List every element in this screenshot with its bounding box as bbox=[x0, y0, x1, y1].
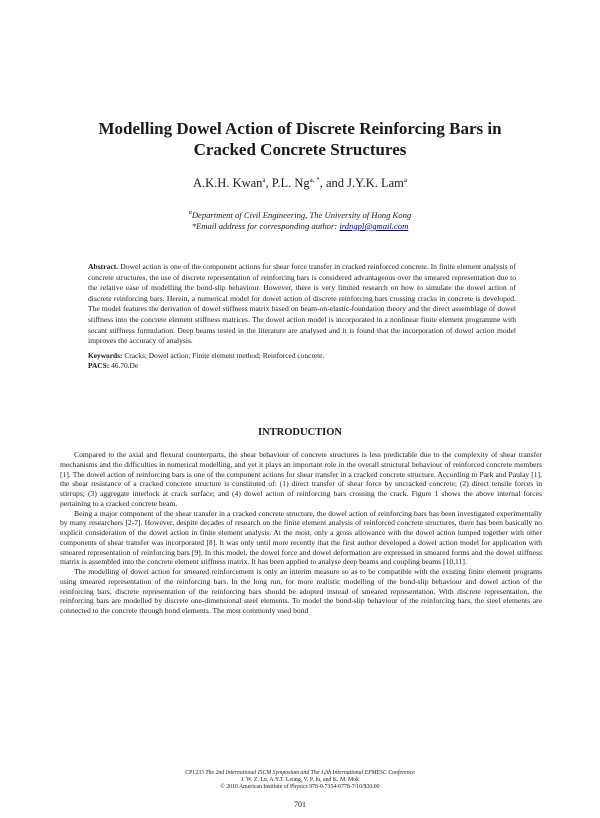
pacs-text: 46.70.De bbox=[111, 361, 139, 370]
author-3: and J.Y.K. Lam bbox=[326, 176, 404, 191]
footer-cp: CP1233 bbox=[185, 770, 204, 776]
paragraph: Being a major component of the shear transfer in a cracked concrete structure, the dowel action of reinforcing bars has been investigated experimentally by many researchers [2-7]. However, despite decades of research on the finite element analysis of reinforced concrete structures, there has been basically no explicit consideration of the dowel action in finite element analysis. At the most, only a gross allowance with the dowel action lumped together with other components of shear transfer was incorporated [8]. It was only until more recently that the first author developed a dowel action model for application with smeared representation of reinforcing bars [9]. In this model, the dowel force and dowel deformation are expressed in smeared forms and the dowel stiffness matrix is assembled into the concrete element stiffness matrix. It has been applied to analyse deep beams and coupling beams [10,11]. bbox=[60, 508, 542, 567]
keywords-block bbox=[88, 351, 516, 371]
footer-editors: J. W. Z. Lu, A.Y.T. Leung, V. P. Iu, and K. M. Mok bbox=[241, 777, 359, 784]
footer-copyright: © 2010 American Institute of Physics 978-0-7354-0778-7/10/$30.00 bbox=[220, 784, 380, 791]
abstract-label: Abstract. bbox=[88, 262, 119, 271]
abstract bbox=[88, 262, 516, 347]
paper-title bbox=[60, 118, 540, 160]
pacs-label: PACS: bbox=[88, 361, 110, 370]
page-number: 701 bbox=[294, 800, 306, 809]
proceedings-footer bbox=[120, 770, 480, 792]
author-1: A.K.H. Kwan bbox=[192, 176, 263, 191]
body-text bbox=[60, 450, 542, 616]
email-label: *Email address for corresponding author: bbox=[191, 220, 338, 231]
footer-conference: The 2nd International ISCM Symposium and The 12th International EPMESC Conference bbox=[205, 770, 415, 776]
paragraph: Compared to the axial and flexural counterparts, the shear behaviour of concrete structures is less predictable due to the complexity of shear transfer mechanisms and the difficulties in numerical modelling, and yet it plays an important role in the overall structural behaviour of reinforced concrete members [1]. The dowel action of reinforcing bars is one of the component actions for shear transfer in a cracked concrete structure. According to Park and Paulay [1], the shear resistance of a cracked concrete structure is constituted of: (1) direct transfer of shear force by uncracked concrete; (2) direct tensile forces in stirrups; (3) aggregate interlock at crack surface; and (4) dowel action of reinforcing bars crossing the crack. Figure 1 shows the above internal forces pertaining to a cracked concrete beam. bbox=[60, 450, 542, 508]
abstract-text: Dowel action is one of the component actions for shear force transfer in cracked reinforced concrete. In finite element analysis of concrete structures, the use of discrete representation of reinforcing bars is considered advantageous over the smeared representation due to the relative ease of modelling the bond-slip behaviour. However, there is very limited research on how to simulate the dowel action of discrete reinforcing bars. Herein, a numerical model for dowel action of discrete reinforcing bars crossing cracks in concrete is developed. The model features the derivation of dowel stiffness matrix based on beam-on-elastic-foundation theory and the direct assemblage of dowel stiffness into the concrete element stiffness matrices. The dowel action model is incorporated in a nonlinear finite element programme with secant stiffness formulation. Deep beams tested in the literature are analysed and it is found that the incorporation of dowel action model improves the accuracy of analysis. bbox=[88, 262, 517, 346]
title-line-1: Modelling Dowel Action of Discrete Reinforcing Bars in bbox=[98, 119, 502, 138]
email-link[interactable]: irdngpl@gmail.com bbox=[339, 220, 409, 231]
author-1-affil: a bbox=[262, 176, 266, 184]
author-list: A.K.H. Kwan$^a$, P.L. $Ng^{a, *}$, and J.Y.K. Lam$^a$ bbox=[192, 176, 407, 191]
keywords-label: Keywords: bbox=[88, 351, 123, 360]
section-heading: INTRODUCTION bbox=[257, 427, 342, 438]
keywords-text: Cracks; Dowel action; Finite element method; Reinforced concrete. bbox=[124, 351, 325, 360]
affiliation-block bbox=[60, 208, 540, 232]
dept-affil-mark: a bbox=[188, 210, 192, 216]
author-2: P.L. Ng bbox=[271, 176, 310, 191]
author-2-affil: a, * bbox=[309, 176, 320, 184]
title-line-2: Cracked Concrete Structures bbox=[193, 140, 407, 159]
department: Department of Civil Engineering, The University of Hong Kong bbox=[191, 209, 412, 220]
author-3-affil: a bbox=[403, 176, 407, 184]
paragraph: The modelling of dowel action for smeared reinforcement is only an interim measure so as to be compatible with the existing finite element programs using smeared representation of the reinforcing bars. In the long run, for more realistic modelling of the bond-slip behaviour and dowel action of the reinforcing bars, discrete representation of the reinforcing bars should be adopted instead of smeared representation. With discrete representation, the reinforcing bars are modelled by discrete one-dimensional steel elements. To model the bond-slip behaviour of the reinforcing bars, the steel elements are connected to the concrete through bond elements. The most commonly used bond bbox=[60, 567, 542, 615]
